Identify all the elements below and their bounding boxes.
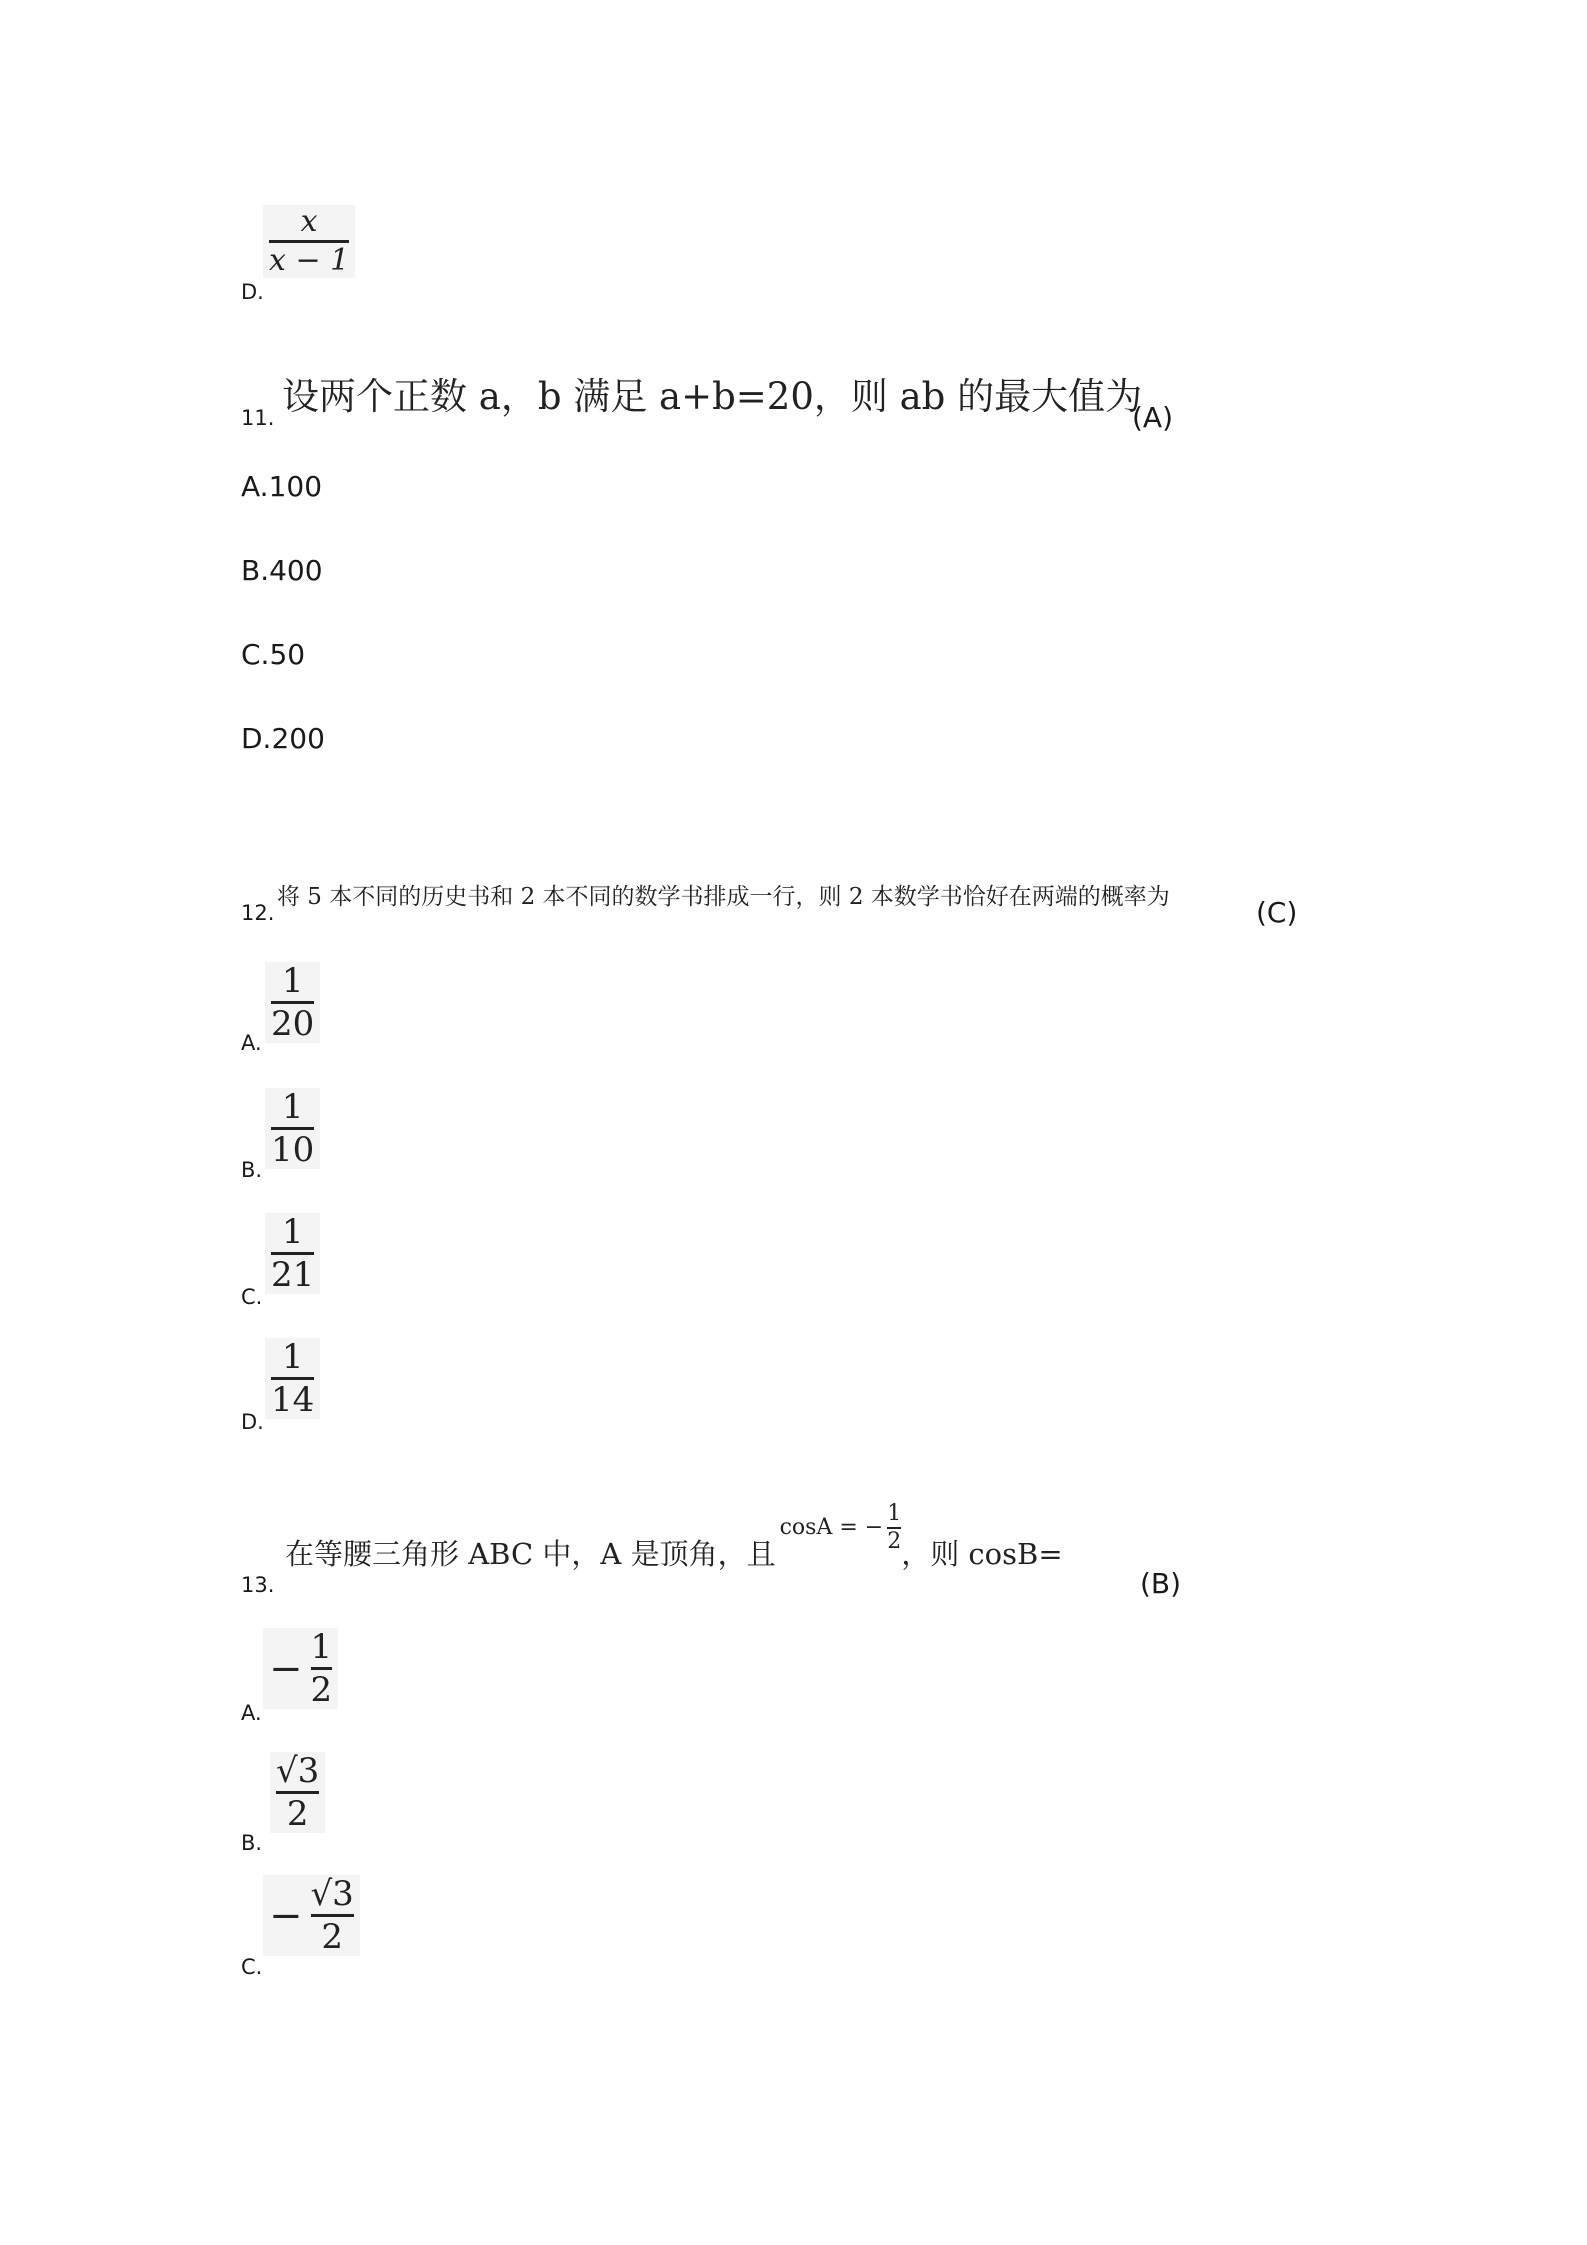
q11-stem: 设两个正数 a，b 满足 a+b=20，则 ab 的最大值为 <box>282 375 1143 418</box>
fraction-numerator: 1 <box>281 1337 304 1377</box>
q13-option-a-label: A. <box>241 1701 262 1725</box>
q12-answer: (C) <box>1256 896 1298 929</box>
q13-option-c-label: C. <box>241 1955 263 1979</box>
fraction-denominator: 20 <box>271 1004 315 1044</box>
fraction-denominator: 2 <box>887 1529 902 1554</box>
fraction-numerator: 1 <box>281 1087 304 1127</box>
fraction-denominator: 14 <box>271 1380 315 1420</box>
q13-stem <box>285 1503 1063 1575</box>
q11-number: 11. <box>241 406 275 430</box>
q10-option-d-label: D. <box>241 280 264 304</box>
fraction-numerator: 1 <box>281 1212 304 1252</box>
q13-option-b-fraction <box>270 1752 325 1833</box>
q12-option-d-label: D. <box>241 1410 264 1434</box>
q11-option-a: A.100 <box>241 470 323 503</box>
q13-stem-after: ，则 cosB= <box>901 1537 1063 1571</box>
fraction-numerator: 1 <box>887 1501 902 1526</box>
minus-sign: − <box>269 1645 303 1692</box>
fraction-denominator: 2 <box>286 1794 309 1834</box>
q13-option-c-fraction <box>310 1874 354 1957</box>
q12-option-a-label: A. <box>241 1031 262 1055</box>
q13-answer: (B) <box>1140 1567 1182 1600</box>
q12-number: 12. <box>241 901 275 925</box>
fraction-denominator: 2 <box>310 1670 333 1710</box>
q13-number: 13. <box>241 1573 275 1597</box>
q10-option-d-fraction <box>263 205 355 278</box>
q12-option-a-fraction <box>265 962 320 1043</box>
fraction-numerator: 1 <box>281 961 304 1001</box>
q13-cos-fraction <box>887 1503 901 1553</box>
fraction-denominator: 2 <box>321 1917 343 1957</box>
q13-cos-expression <box>780 1503 902 1553</box>
q12-option-b-fraction <box>265 1088 320 1169</box>
q12-option-b-label: B. <box>241 1158 263 1182</box>
fraction-numerator: √3 <box>276 1751 320 1791</box>
q11-option-b: B.400 <box>241 554 323 587</box>
minus-sign: − <box>269 1892 303 1939</box>
q12-option-d-fraction <box>265 1338 320 1419</box>
q11-option-d: D.200 <box>241 722 325 755</box>
fraction-numerator: √3 <box>310 1874 354 1914</box>
q13-option-b-label: B. <box>241 1831 263 1855</box>
q13-stem-before: 在等腰三角形 ABC 中，A 是顶角，且 <box>285 1537 776 1571</box>
q11-option-c: C.50 <box>241 638 306 671</box>
q13-option-a-value <box>263 1628 338 1709</box>
fraction-numerator: x <box>300 204 318 239</box>
fraction-denominator: 21 <box>271 1255 315 1295</box>
q13-option-c-value <box>263 1875 360 1956</box>
fraction-denominator: 10 <box>271 1130 315 1170</box>
q12-option-c-fraction <box>265 1213 320 1294</box>
q13-option-a-fraction <box>310 1627 333 1710</box>
fraction-numerator: 1 <box>310 1627 333 1667</box>
q12-stem: 将 5 本不同的历史书和 2 本不同的数学书排成一行，则 2 本数学书恰好在两端的概率为 <box>277 884 1170 910</box>
q12-option-c-label: C. <box>241 1285 263 1309</box>
fraction-denominator: x − 1 <box>269 243 350 278</box>
q11-answer: (A) <box>1132 401 1174 434</box>
q13-cos-text: cosA = − <box>779 1515 884 1540</box>
